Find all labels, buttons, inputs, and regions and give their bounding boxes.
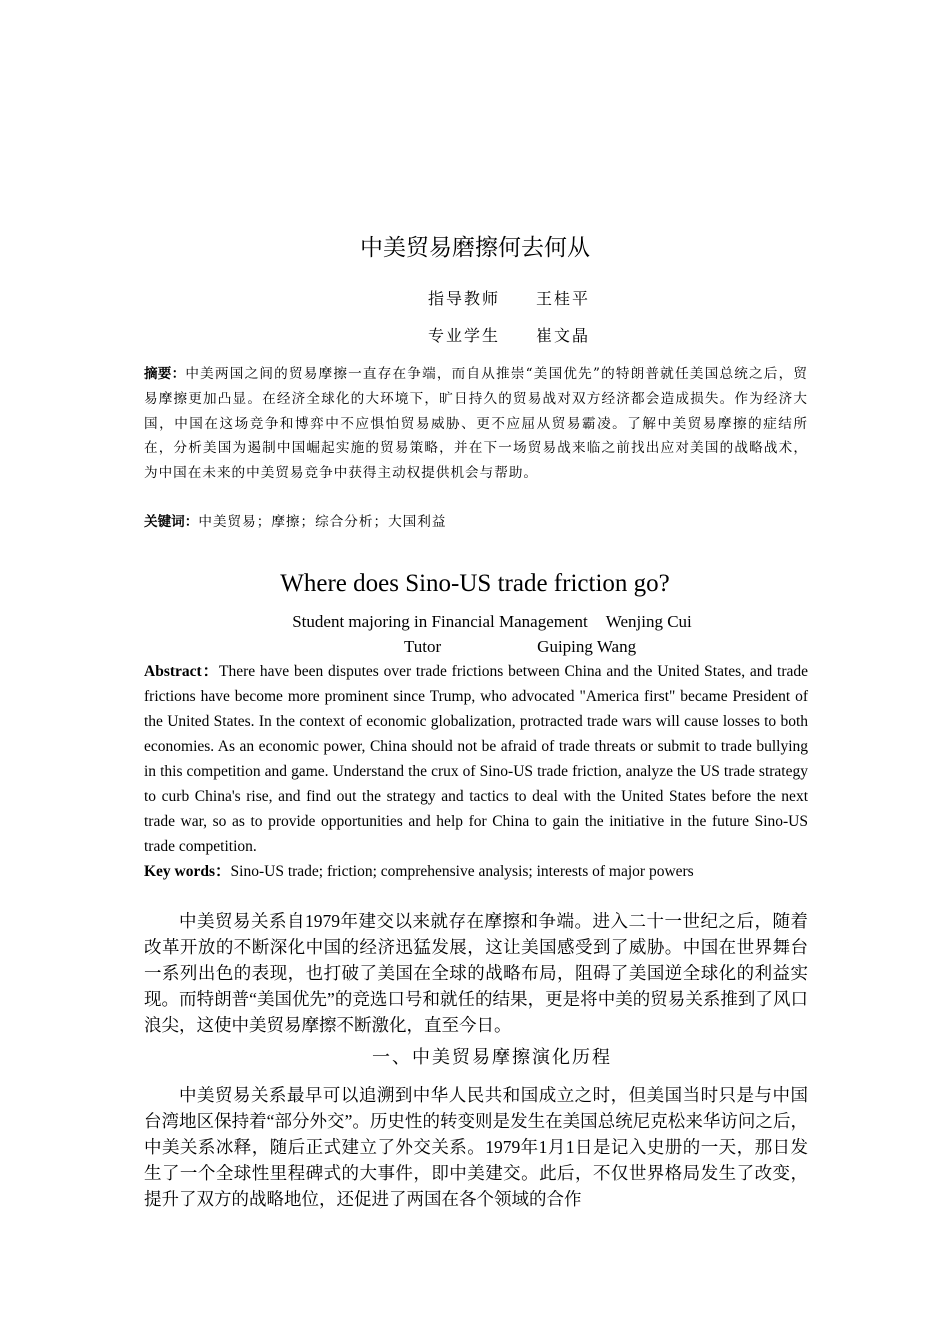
student-line [428,324,590,348]
english-title: Where does Sino-US trade friction go? [280,570,670,597]
chinese-abstract [144,362,808,486]
chinese-abstract-text: 中美两国之间的贸易摩擦一直存在争端，而自从推崇“美国优先”的特朗普就任美国总统之后，贸易摩擦更加凸显。在经济全球化的大环境下，旷日持久的贸易战对双方经济都会造成损失。作为经济大国，中国在这场竞争和博弈中不应惧怕贸易威胁、更不应屈从贸易霸凌。了解中美贸易摩擦的症结所在，分析美国为遏制中国崛起实施的贸易策略，并在下一场贸易战来临之前找出应对美国的战略战术，为中国在未来的中美贸易竞争中获得主动权提供机会与帮助。 [144,366,809,482]
advisor-line [428,287,590,311]
student-label: 专业学生 [428,326,501,345]
advisor-label: 指导教师 [428,289,501,308]
chinese-keywords [144,510,446,534]
english-abstract-text: There have been disputes over trade frictions between China and the United States, and trade frictions have become more prominent since Trump, who advocated "America first" became President of the United States. In the context of economic globalization, protracted trade wars will cause losses to both economies. As an economic power, China should not be afraid of trade threats or submit to trade bullying in this competition and game. Understand the crux of Sino-US trade friction, analyze the US trade strategy to curb China's rise, and find out the strategy and tactics to deal with the United States before the next trade war, so as to provide opportunities and help for China to gain the initiative in the future Sino-US trade competition. [144,663,808,855]
chinese-title: 中美贸易磨擦何去何从 [360,235,590,261]
advisor-name: 王桂平 [536,289,591,308]
english-keywords-text: Sino-US trade; friction; comprehensive analysis; interests of major powers [230,863,694,880]
section-paragraph: 中美贸易关系最早可以追溯到中华人民共和国成立之时，但美国当时只是与中国台湾地区保持着“部分外交”。历史性的转变则是发生在美国总统尼克松来华访问之后，中美关系冰释，随后正式建立了外交关系。1979年1月1日是记入史册的一天，那日发生了一个全球性里程碑式的大事件，即中美建交。此后，不仅世界格局发生了改变，提升了双方的战略地位，还促进了两国在各个领域的合作 [144,1085,808,1209]
english-tutor-name: Guiping Wang [537,637,637,656]
english-student-line [0,610,950,634]
english-student-name: Wenjing Cui [605,612,692,631]
english-abstract [144,659,808,859]
chinese-keywords-text: 中美贸易；摩擦；综合分析；大国利益 [198,514,447,530]
english-tutor-label: Tutor [404,637,442,656]
english-student-label: Student majoring in Financial Management [292,612,588,631]
section-heading: 一、中美贸易摩擦演化历程 [372,1047,612,1068]
english-tutor-line [404,635,636,659]
english-abstract-label: Abstract： [144,663,219,680]
chinese-keywords-label: 关键词： [144,514,199,530]
english-keywords [144,859,694,884]
english-keywords-label: Key words： [144,863,231,880]
intro-paragraph: 中美贸易关系自1979年建交以来就存在摩擦和争端。进入二十一世纪之后，随着改革开放的不断深化中国的经济迅猛发展，这让美国感受到了威胁。中国在世界舞台一系列出色的表现，也打破了美国在全球的战略布局，阻碍了美国逆全球化的利益实现。而特朗普“美国优先”的竞选口号和就任的结果，更是将中美的贸易关系推到了风口浪尖，这使中美贸易摩擦不断激化，直至今日。 [144,911,808,1035]
student-name: 崔文晶 [536,326,591,345]
chinese-abstract-label: 摘要： [144,366,186,382]
